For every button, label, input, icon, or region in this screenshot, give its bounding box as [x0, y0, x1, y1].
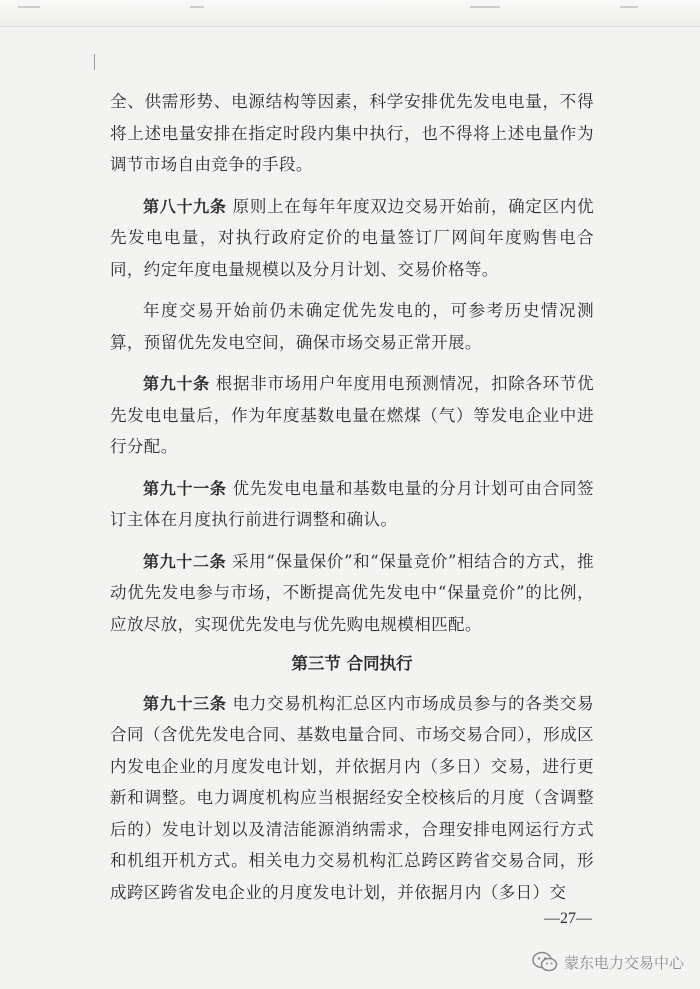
margin-mark [94, 54, 95, 70]
article-number: 第九十条 [143, 374, 210, 393]
watermark-text: 蒙东电力交易中心 [563, 953, 684, 972]
watermark [532, 950, 684, 974]
document-body [110, 86, 594, 918]
article-number: 第九十三条 [143, 693, 227, 713]
scan-top-edge [0, 0, 700, 27]
paragraph [110, 191, 594, 286]
paragraph [110, 546, 594, 641]
paragraph-text: 根据非市场用户年度用电预测情况，扣除各环节优先发电电量后，作为年度基数电量在燃煤（气）等发电企业中进行分配。 [110, 374, 594, 456]
article-number: 第九十一条 [143, 478, 227, 498]
paragraph-text: 年度交易开始前仍未确定优先发电的，可参考历史情况测算，预留优先发电空间，确保市场交易正常开展。 [110, 301, 594, 352]
paragraph-text: 电力交易机构汇总区内市场成员参与的各类交易合同（含优先发电合同、基数电量合同、市场交易合同），形成区内发电企业的月度发电计划，并依据月内（多日）交易，进行更新和调整。电力调度机构应当根据经安全校核后的月度（含调整后的）发电计划以及清洁能源消纳需求，合理安排电网运行方式和机组开机方式。相关电力交易机构汇总跨区跨省交易合同，形成跨区跨省发电企业的月度发电计划，并依据月内（多日）交 [110, 693, 594, 902]
paragraph-text: 优先发电电量和基数电量的分月计划可由合同签订主体在月度执行前进行调整和确认。 [110, 478, 594, 529]
section-title: 第三节 合同执行 [291, 654, 413, 673]
paragraph [110, 86, 594, 181]
paragraph [110, 295, 594, 358]
paragraph [110, 368, 594, 463]
paragraph-text: 全、供需形势、电源结构等因素，科学安排优先发电电量，不得将上述电量安排在指定时段内集中执行，也不得将上述电量作为调节市场自由竞争的手段。 [110, 92, 594, 174]
article-number: 第九十二条 [143, 551, 227, 571]
paragraph [110, 688, 594, 909]
wechat-icon [532, 951, 558, 973]
paragraph [110, 473, 594, 536]
article-number: 第八十九条 [143, 196, 227, 216]
paragraph-text: 原则上在每年年度双边交易开始前，确定区内优先发电电量，对执行政府定价的电量签订厂网间年度购售电合同，约定年度电量规模以及分月计划、交易价格等。 [110, 196, 594, 279]
page-number: —27— [544, 910, 592, 927]
paragraph-text: 采用“保量保价”和“保量竞价”相结合的方式，推动优先发电参与市场，不断提高优先发电中“保量竞价”的比例，应放尽放，实现优先发电与优先购电规模相匹配。 [110, 551, 594, 634]
